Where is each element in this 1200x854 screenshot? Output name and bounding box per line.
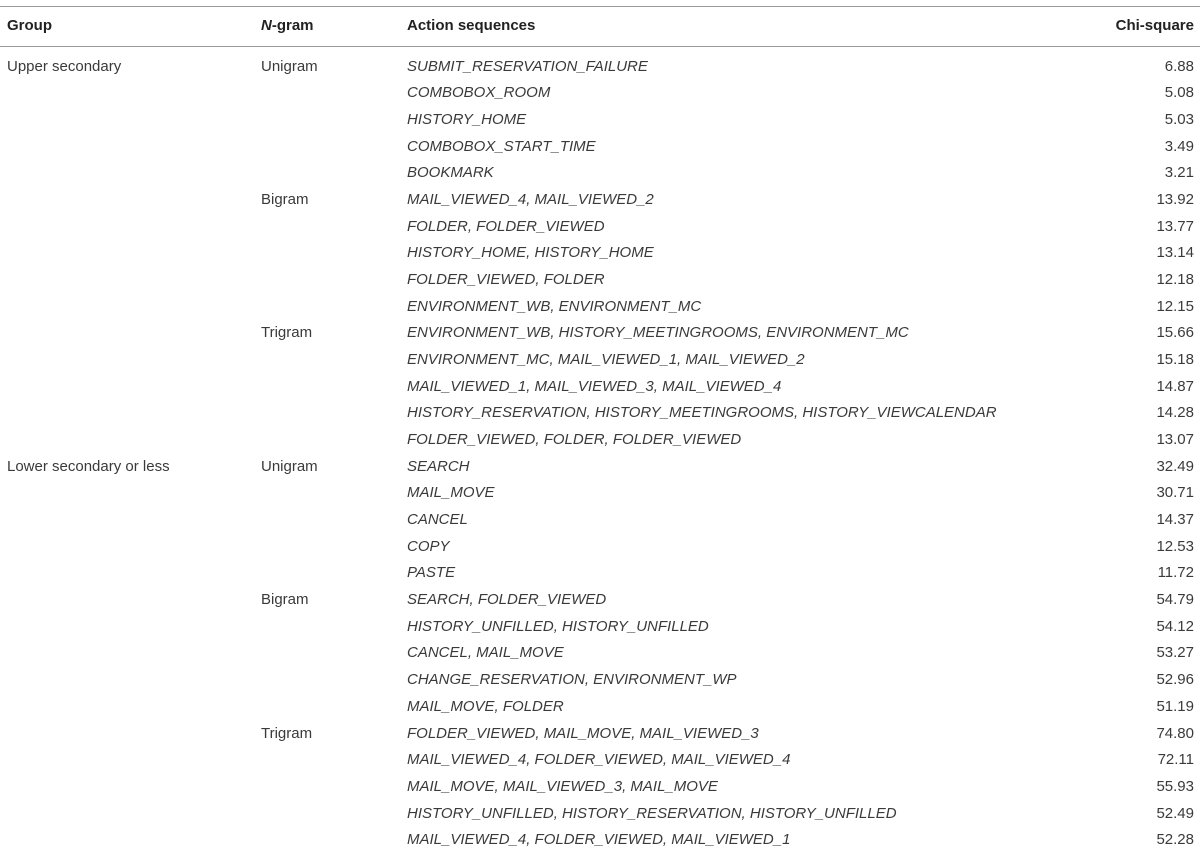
table-row <box>0 613 1200 640</box>
cell-chi-square: 13.77 <box>1156 217 1194 235</box>
cell-action-sequence: HISTORY_HOME <box>407 110 527 128</box>
table-row <box>0 720 1200 747</box>
cell-action-sequence: MAIL_VIEWED_4, FOLDER_VIEWED, MAIL_VIEWED_4 <box>407 751 791 769</box>
table-row <box>0 426 1200 453</box>
cell-action-sequence: MAIL_VIEWED_4, FOLDER_VIEWED, MAIL_VIEWED_1 <box>407 831 791 849</box>
cell-ngram: Bigram <box>261 190 309 208</box>
header-group: Group <box>7 17 52 34</box>
cell-chi-square: 32.49 <box>1156 457 1194 475</box>
table-row <box>0 453 1200 480</box>
header-action-sequences: Action sequences <box>407 17 536 34</box>
table-row <box>0 293 1200 320</box>
cell-ngram: Unigram <box>261 457 318 475</box>
cell-chi-square: 72.11 <box>1157 751 1194 769</box>
cell-action-sequence: FOLDER_VIEWED, FOLDER, FOLDER_VIEWED <box>407 431 742 449</box>
table-row <box>0 53 1200 80</box>
cell-group: Lower secondary or less <box>7 457 170 475</box>
cell-action-sequence: SEARCH <box>407 457 470 475</box>
cell-action-sequence: CANCEL <box>407 511 468 529</box>
table-row <box>0 666 1200 693</box>
table-row <box>0 133 1200 160</box>
table-row <box>0 159 1200 186</box>
cell-chi-square: 74.80 <box>1156 724 1194 742</box>
table-row <box>0 239 1200 266</box>
cell-chi-square: 5.03 <box>1164 110 1194 128</box>
cell-chi-square: 6.88 <box>1164 57 1194 75</box>
table-row <box>0 213 1200 240</box>
cell-ngram: Trigram <box>261 324 313 342</box>
table-row <box>0 559 1200 586</box>
cell-action-sequence: FOLDER, FOLDER_VIEWED <box>407 217 605 235</box>
table-row <box>0 826 1200 853</box>
cell-action-sequence: FOLDER_VIEWED, MAIL_MOVE, MAIL_VIEWED_3 <box>407 724 759 742</box>
cell-chi-square: 14.28 <box>1156 404 1194 422</box>
table-row <box>0 800 1200 827</box>
cell-chi-square: 14.87 <box>1156 377 1194 395</box>
table-row <box>0 319 1200 346</box>
header-chi-square: Chi-square <box>1115 17 1194 34</box>
header-ngram-suffix: -gram <box>271 17 314 34</box>
table-row <box>0 773 1200 800</box>
cell-action-sequence: CANCEL, MAIL_MOVE <box>407 644 564 662</box>
cell-chi-square: 3.21 <box>1164 164 1194 182</box>
cell-action-sequence: MAIL_MOVE, MAIL_VIEWED_3, MAIL_MOVE <box>407 777 718 795</box>
cell-chi-square: 53.27 <box>1156 644 1194 662</box>
cell-chi-square: 52.96 <box>1156 671 1194 689</box>
cell-action-sequence: COMBOBOX_START_TIME <box>407 137 596 155</box>
cell-chi-square: 13.14 <box>1156 244 1194 262</box>
header-ngram-n: N <box>261 17 272 34</box>
cell-ngram: Trigram <box>261 724 313 742</box>
table-row <box>0 506 1200 533</box>
cell-action-sequence: HISTORY_HOME, HISTORY_HOME <box>407 244 654 262</box>
cell-action-sequence: HISTORY_UNFILLED, HISTORY_RESERVATION, HISTORY_UNFILLED <box>407 804 897 822</box>
table-header <box>0 6 1200 46</box>
cell-action-sequence: ENVIRONMENT_WB, HISTORY_MEETINGROOMS, ENVIRONMENT_MC <box>407 324 909 342</box>
cell-chi-square: 12.15 <box>1156 297 1194 315</box>
table-row <box>0 79 1200 106</box>
cell-chi-square: 55.93 <box>1156 777 1194 795</box>
cell-action-sequence: CHANGE_RESERVATION, ENVIRONMENT_WP <box>407 671 737 689</box>
cell-action-sequence: MAIL_MOVE, FOLDER <box>407 697 564 715</box>
table-row <box>0 639 1200 666</box>
cell-ngram: Unigram <box>261 57 318 75</box>
cell-action-sequence: MAIL_VIEWED_4, MAIL_VIEWED_2 <box>407 190 654 208</box>
cell-action-sequence: MAIL_MOVE <box>407 484 495 502</box>
cell-chi-square: 14.37 <box>1156 511 1194 529</box>
cell-chi-square: 15.66 <box>1156 324 1194 342</box>
table-row <box>0 266 1200 293</box>
cell-action-sequence: HISTORY_RESERVATION, HISTORY_MEETINGROOMS, HISTORY_VIEWCALENDAR <box>407 404 997 422</box>
table-row <box>0 586 1200 613</box>
table-row <box>0 346 1200 373</box>
cell-chi-square: 11.72 <box>1157 564 1194 582</box>
cell-chi-square: 3.49 <box>1164 137 1194 155</box>
table-row <box>0 373 1200 400</box>
table-row <box>0 479 1200 506</box>
cell-chi-square: 30.71 <box>1156 484 1194 502</box>
cell-action-sequence: FOLDER_VIEWED, FOLDER <box>407 270 605 288</box>
table-row <box>0 746 1200 773</box>
cell-chi-square: 13.07 <box>1156 431 1194 449</box>
cell-action-sequence: MAIL_VIEWED_1, MAIL_VIEWED_3, MAIL_VIEWED_4 <box>407 377 782 395</box>
cell-chi-square: 54.12 <box>1156 617 1194 635</box>
cell-action-sequence: ENVIRONMENT_MC, MAIL_VIEWED_1, MAIL_VIEWED_2 <box>407 350 805 368</box>
table-header-rule <box>0 46 1200 47</box>
cell-action-sequence: PASTE <box>407 564 456 582</box>
cell-chi-square: 52.49 <box>1156 804 1194 822</box>
cell-chi-square: 13.92 <box>1156 190 1194 208</box>
table-row <box>0 186 1200 213</box>
cell-ngram: Bigram <box>261 591 309 609</box>
cell-group: Upper secondary <box>7 57 122 75</box>
table-row <box>0 399 1200 426</box>
cell-chi-square: 54.79 <box>1156 591 1194 609</box>
cell-action-sequence: HISTORY_UNFILLED, HISTORY_UNFILLED <box>407 617 709 635</box>
cell-action-sequence: SEARCH, FOLDER_VIEWED <box>407 591 607 609</box>
cell-chi-square: 5.08 <box>1164 84 1194 102</box>
cell-action-sequence: ENVIRONMENT_WB, ENVIRONMENT_MC <box>407 297 702 315</box>
cell-chi-square: 12.18 <box>1156 270 1194 288</box>
cell-action-sequence: BOOKMARK <box>407 164 494 182</box>
table-row <box>0 106 1200 133</box>
table-row <box>0 693 1200 720</box>
cell-chi-square: 15.18 <box>1156 350 1194 368</box>
cell-action-sequence: COPY <box>407 537 450 555</box>
cell-action-sequence: COMBOBOX_ROOM <box>407 84 551 102</box>
cell-action-sequence: SUBMIT_RESERVATION_FAILURE <box>407 57 648 75</box>
header-ngram <box>261 17 314 34</box>
cell-chi-square: 12.53 <box>1156 537 1194 555</box>
table-row <box>0 533 1200 560</box>
cell-chi-square: 52.28 <box>1156 831 1194 849</box>
cell-chi-square: 51.19 <box>1156 697 1194 715</box>
